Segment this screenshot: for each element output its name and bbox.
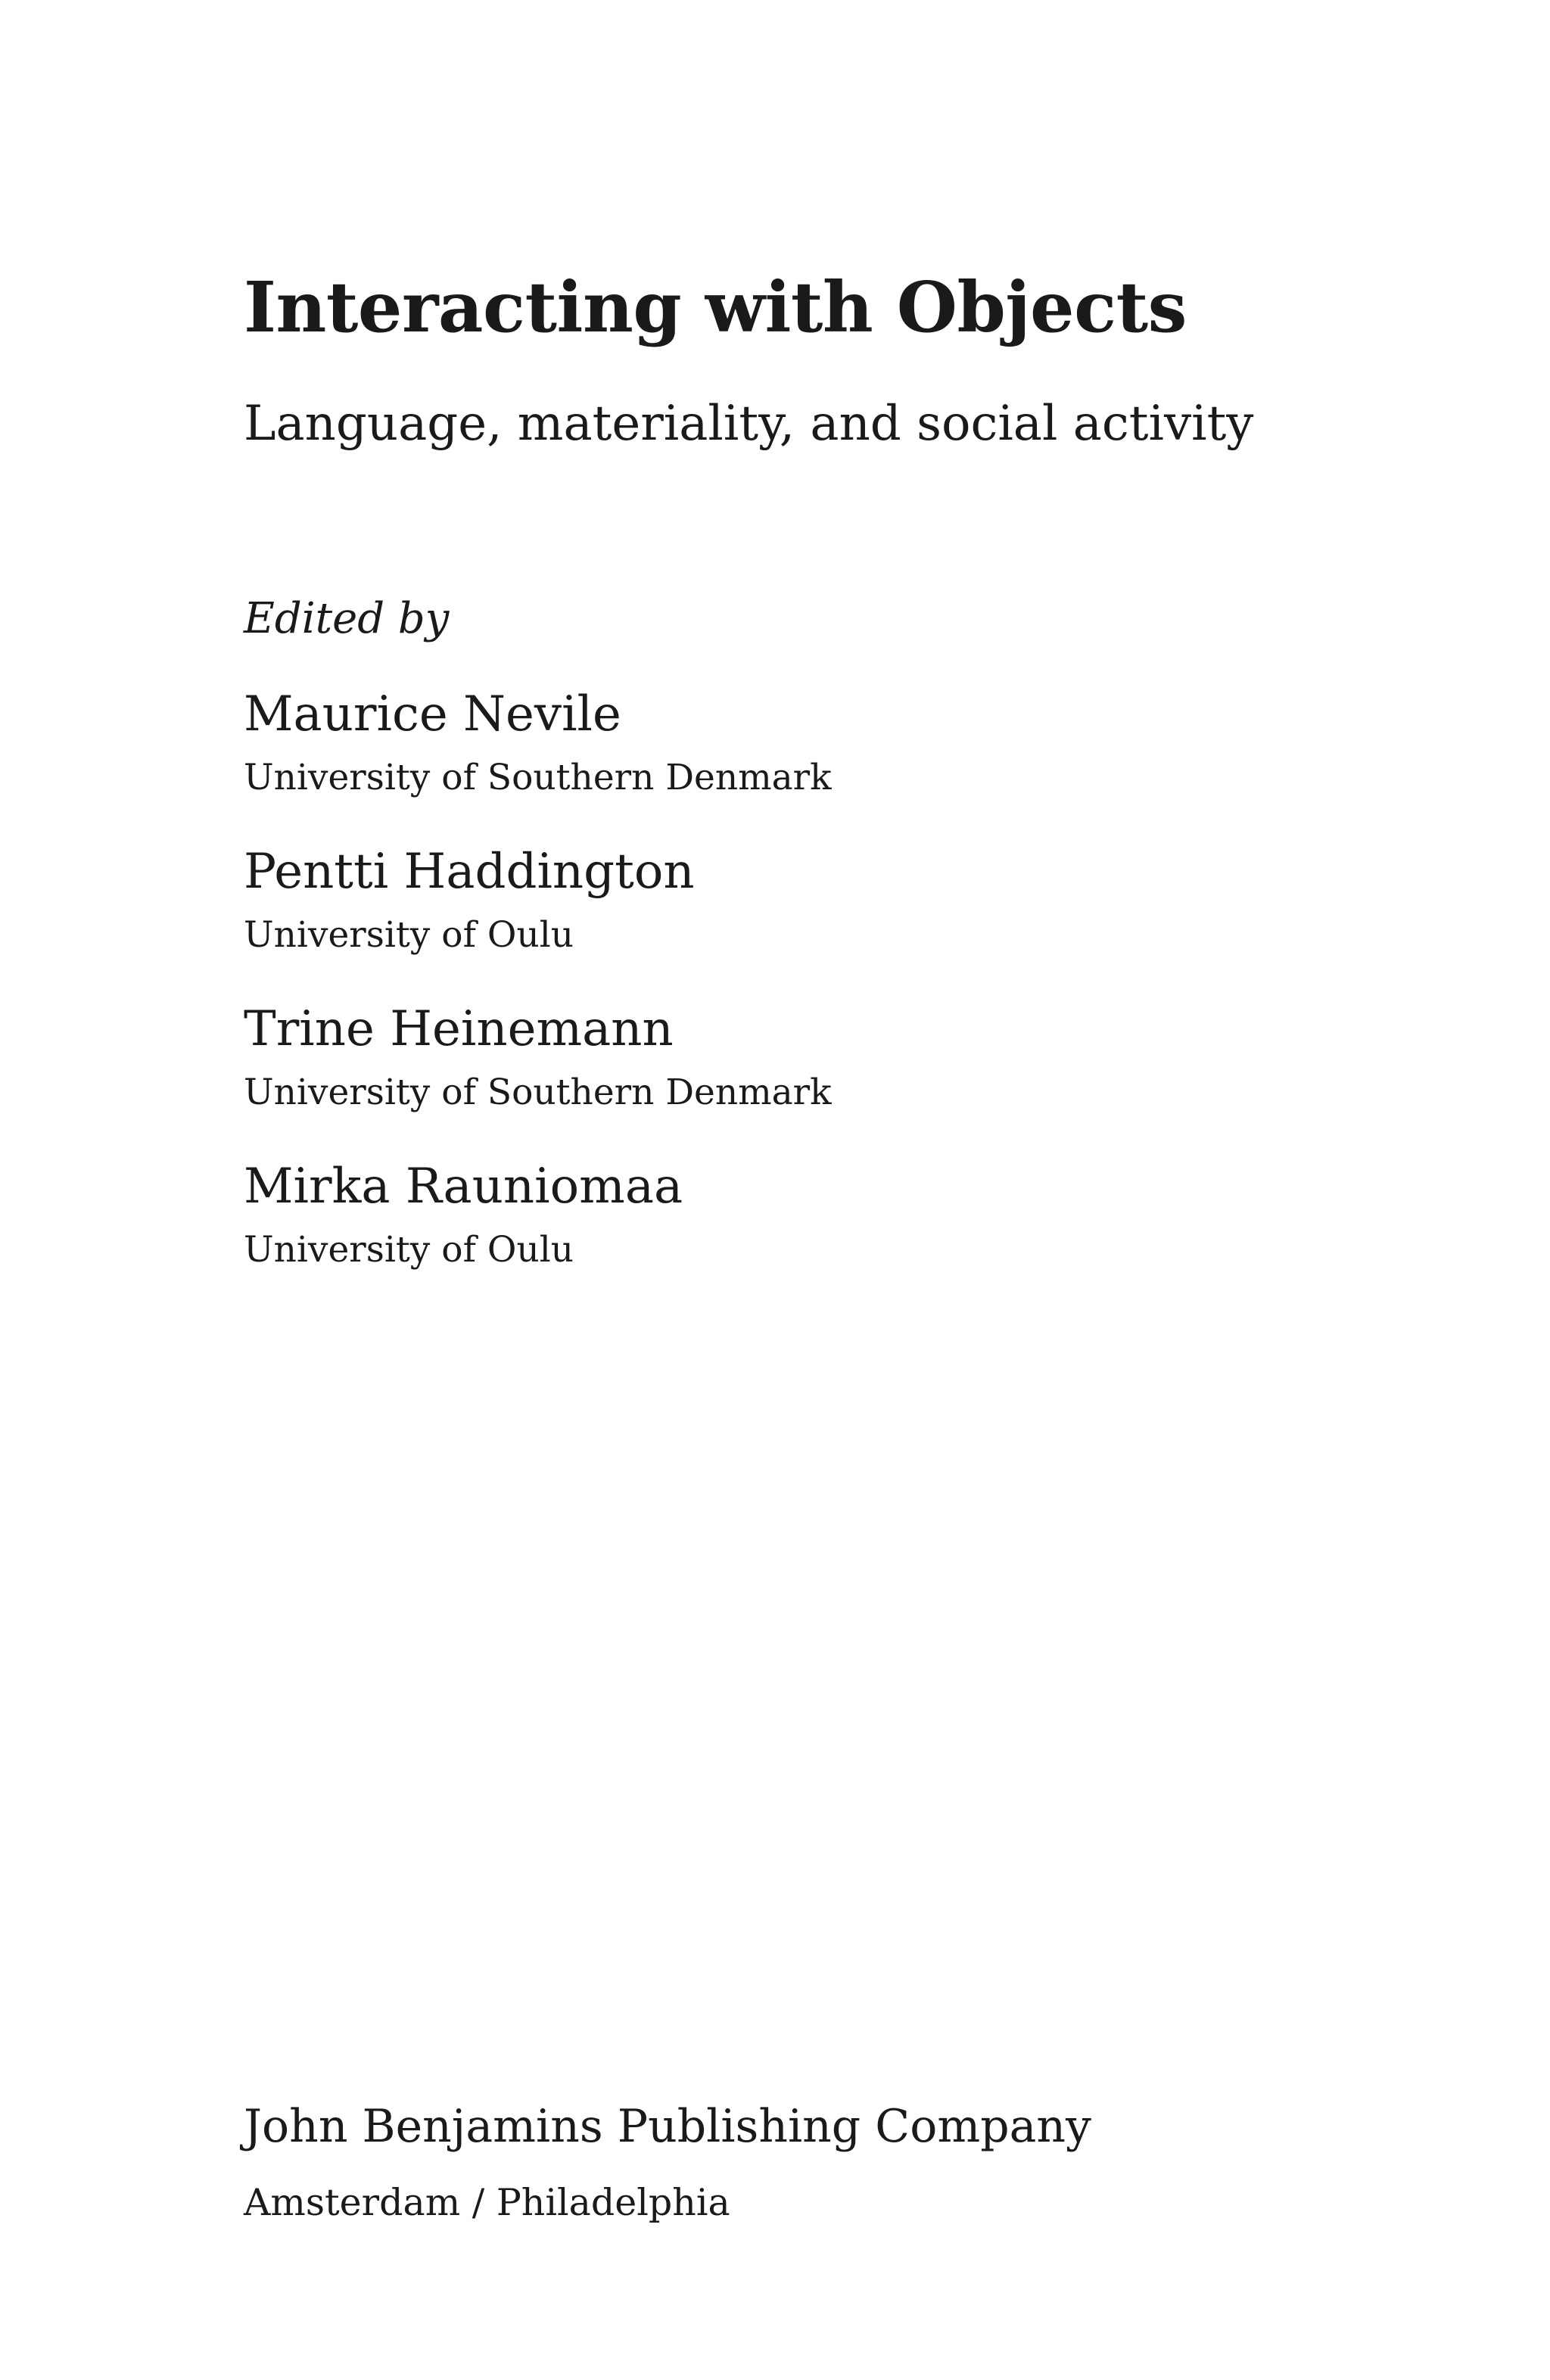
editor-affiliation: University of Southern Denmark <box>244 757 832 798</box>
editor-affiliation: University of Oulu <box>244 1229 574 1271</box>
editor-name: Pentti Haddington <box>244 844 695 900</box>
editor-name: Trine Heinemann <box>244 1001 674 1057</box>
editor-1 <box>244 686 832 798</box>
editor-name: Mirka Rauniomaa <box>244 1159 683 1215</box>
editor-2 <box>244 844 695 956</box>
edited-by-label: Edited by <box>244 594 450 643</box>
editor-3 <box>244 1001 832 1113</box>
book-subtitle: Language, materiality, and social activity <box>244 396 1254 452</box>
editor-affiliation: University of Southern Denmark <box>244 1072 832 1113</box>
editor-affiliation: University of Oulu <box>244 914 574 956</box>
publisher-places: Amsterdam / Philadelphia <box>244 2181 730 2224</box>
publisher-name: John Benjamins Publishing Company <box>244 2100 1091 2153</box>
book-title: Interacting with Objects <box>244 266 1187 348</box>
editor-4 <box>244 1159 683 1271</box>
editor-name: Maurice Nevile <box>244 686 621 742</box>
